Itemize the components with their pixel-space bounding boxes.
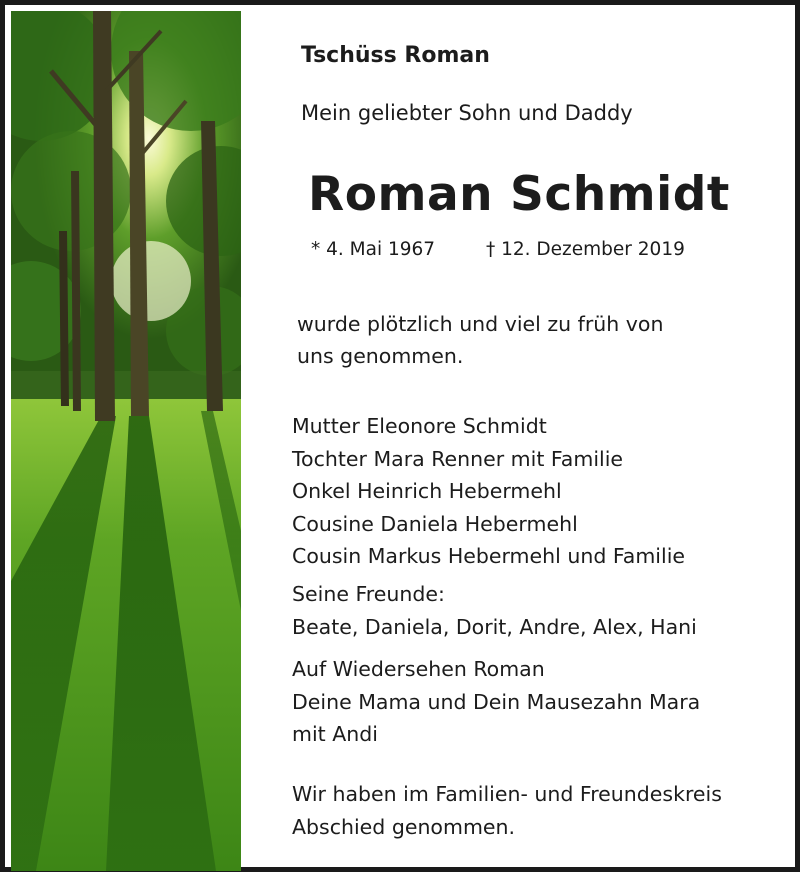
subtitle: Mein geliebter Sohn und Daddy	[301, 101, 633, 125]
family-member: Mutter Eleonore Schmidt	[292, 414, 547, 438]
farewell-line: Auf Wiedersehen Roman	[292, 657, 545, 681]
family-list	[292, 410, 685, 573]
friends-label: Seine Freunde:	[292, 582, 445, 606]
life-dates	[311, 239, 685, 260]
friends-section	[292, 578, 697, 643]
deceased-name: Roman Schmidt	[308, 167, 730, 222]
message-line: uns genommen.	[297, 344, 464, 368]
birth-date: * 4. Mai 1967	[311, 239, 436, 260]
family-member: Cousine Daniela Hebermehl	[292, 511, 578, 536]
message-line: wurde plötzlich und viel zu früh von	[297, 312, 664, 336]
farewell-line: Deine Mama und Dein Mausezahn Mara	[292, 689, 701, 714]
family-member: Tochter Mara Renner mit Familie	[292, 446, 624, 471]
closing-line: Abschied genommen.	[292, 814, 516, 839]
closing-section	[292, 778, 722, 843]
farewell-section	[292, 653, 700, 751]
closing-line: Wir haben im Familien- und Freundeskreis	[292, 782, 722, 806]
obituary-text	[5, 5, 800, 877]
message-paragraph	[297, 308, 663, 372]
heading: Tschüss Roman	[301, 43, 490, 68]
death-date: † 12. Dezember 2019	[486, 239, 685, 260]
farewell-line: mit Andi	[292, 722, 378, 746]
friends-names: Beate, Daniela, Dorit, Andre, Alex, Hani	[292, 614, 697, 639]
family-member: Cousin Markus Hebermehl und Familie	[292, 544, 686, 568]
family-member: Onkel Heinrich Hebermehl	[292, 479, 562, 503]
